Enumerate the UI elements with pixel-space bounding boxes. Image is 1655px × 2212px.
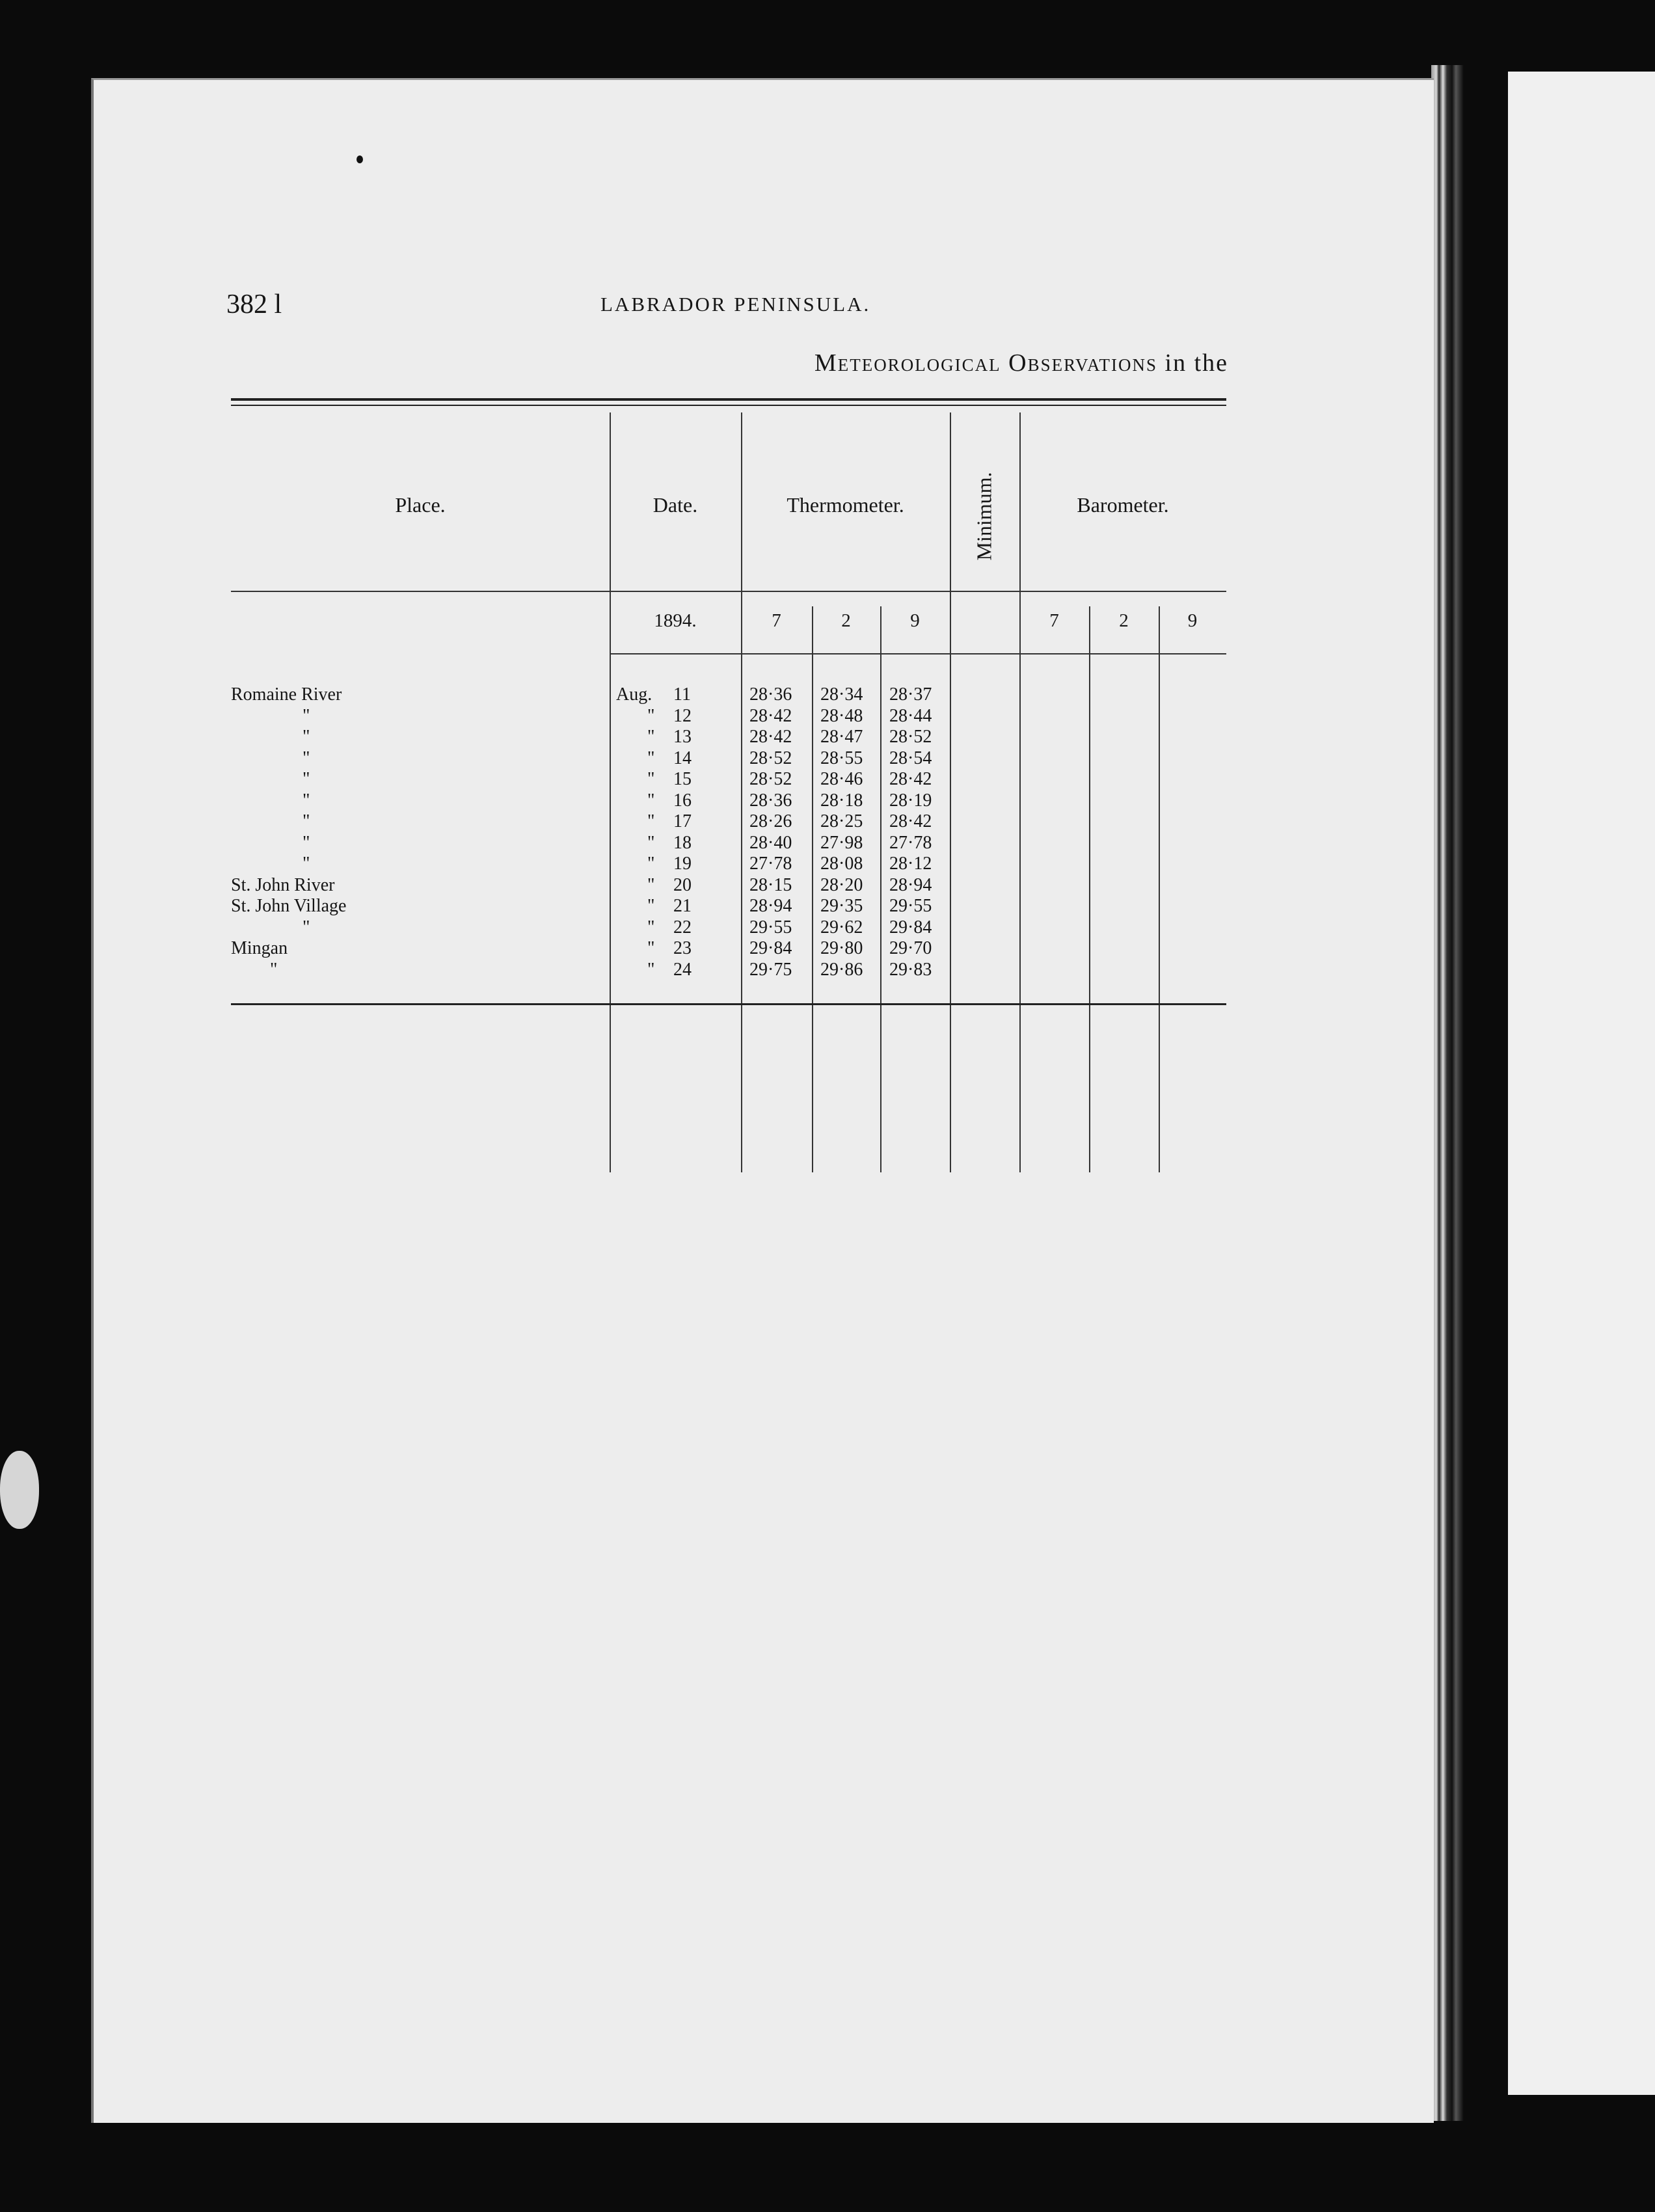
table-row <box>231 748 1226 770</box>
place-cell: " <box>303 727 310 747</box>
place-cell: Mingan <box>231 938 288 958</box>
bottom-rule <box>231 1003 1226 1005</box>
barometer-2-cell: 28·18 <box>820 790 863 811</box>
header-rule <box>231 591 1226 592</box>
day-cell: 12 <box>673 705 692 726</box>
table-row <box>231 684 1226 706</box>
place-cell: Romaine River <box>231 684 342 705</box>
day-cell: 23 <box>673 938 692 958</box>
barometer-hour-2: 2 <box>1119 610 1129 631</box>
place-cell: " <box>303 748 310 768</box>
year-subheader: 1894. <box>654 610 697 631</box>
barometer-7-cell: 28·42 <box>749 727 792 747</box>
place-cell: " <box>303 854 310 874</box>
month-cell: " <box>647 854 655 874</box>
place-cell: St. John River <box>231 874 335 895</box>
barometer-7-cell: 28·15 <box>749 874 792 895</box>
barometer-2-cell: 28·20 <box>820 874 863 895</box>
barometer-9-cell: 28·44 <box>889 705 932 726</box>
barometer-7-cell: 28·36 <box>749 684 792 705</box>
month-cell: " <box>647 959 655 980</box>
barometer-header: Barometer. <box>1077 493 1169 517</box>
barometer-7-cell: 28·52 <box>749 769 792 789</box>
barometer-9-cell: 28·94 <box>889 874 932 895</box>
thermometer-header: Thermometer. <box>787 493 904 517</box>
barometer-2-cell: 28·08 <box>820 854 863 874</box>
barometer-2-cell: 28·47 <box>820 727 863 747</box>
day-cell: 22 <box>673 917 692 937</box>
table-row <box>231 811 1226 833</box>
barometer-9-cell: 28·19 <box>889 790 932 811</box>
barometer-7-cell: 28·42 <box>749 705 792 726</box>
top-rule <box>231 398 1226 401</box>
month-cell: " <box>647 832 655 853</box>
barometer-9-cell: 28·42 <box>889 811 932 831</box>
barometer-7-cell: 27·78 <box>749 854 792 874</box>
day-cell: 15 <box>673 769 692 789</box>
month-cell: " <box>647 938 655 958</box>
barometer-7-cell: 28·40 <box>749 832 792 853</box>
table-row <box>231 833 1226 854</box>
month-cell: " <box>647 705 655 726</box>
barometer-2-cell: 28·48 <box>820 705 863 726</box>
page-header <box>226 289 1228 328</box>
month-cell: " <box>647 727 655 747</box>
table-row <box>231 896 1226 917</box>
day-cell: 16 <box>673 790 692 811</box>
month-cell: " <box>647 790 655 811</box>
barometer-9-cell: 28·52 <box>889 727 932 747</box>
place-cell: " <box>303 832 310 853</box>
barometer-7-cell: 28·94 <box>749 896 792 916</box>
day-cell: 21 <box>673 896 692 916</box>
table-row <box>231 854 1226 875</box>
barometer-9-cell: 28·54 <box>889 748 932 768</box>
place-cell: " <box>303 769 310 789</box>
book-binding <box>1431 65 1464 2121</box>
meteorological-table <box>231 398 1226 1010</box>
day-cell: 17 <box>673 811 692 831</box>
table-row <box>231 790 1226 812</box>
ink-speck <box>357 155 363 163</box>
page-number: 382 l <box>226 290 282 319</box>
month-cell: " <box>647 748 655 768</box>
day-cell: 13 <box>673 727 692 747</box>
table-row <box>231 917 1226 939</box>
barometer-9-cell: 29·84 <box>889 917 932 937</box>
barometer-9-cell: 29·55 <box>889 896 932 916</box>
month-cell: " <box>647 874 655 895</box>
barometer-7-cell: 28·36 <box>749 790 792 811</box>
table-row <box>231 727 1226 748</box>
barometer-2-cell: 29·35 <box>820 896 863 916</box>
book-page <box>91 78 1434 2123</box>
month-cell: " <box>647 896 655 916</box>
adjacent-page <box>1508 72 1655 2095</box>
barometer-7-cell: 29·84 <box>749 938 792 958</box>
day-cell: 19 <box>673 854 692 874</box>
barometer-9-cell: 28·12 <box>889 854 932 874</box>
barometer-2-cell: 28·46 <box>820 769 863 789</box>
barometer-2-cell: 29·86 <box>820 959 863 980</box>
section-caption-tail: in the <box>1157 349 1228 377</box>
place-header: Place. <box>395 493 446 517</box>
paper-blot <box>0 1451 39 1529</box>
barometer-2-cell: 29·62 <box>820 917 863 937</box>
barometer-2-cell: 29·80 <box>820 938 863 958</box>
barometer-2-cell: 28·55 <box>820 748 863 768</box>
section-caption <box>814 349 1228 377</box>
place-cell: " <box>303 705 310 726</box>
table-row <box>231 960 1226 981</box>
barometer-hour-9: 9 <box>1187 610 1198 631</box>
barometer-hour-7: 7 <box>1049 610 1059 631</box>
table-row <box>231 706 1226 727</box>
table-row <box>231 769 1226 790</box>
running-title: LABRADOR PENINSULA. <box>600 293 871 316</box>
barometer-7-cell: 29·75 <box>749 959 792 980</box>
place-cell: St. John Village <box>231 896 347 916</box>
barometer-9-cell: 29·83 <box>889 959 932 980</box>
table-row <box>231 875 1226 897</box>
day-cell: 24 <box>673 959 692 980</box>
month-cell: " <box>647 811 655 831</box>
barometer-9-cell: 27·78 <box>889 832 932 853</box>
place-cell: " <box>303 917 310 937</box>
barometer-9-cell: 28·37 <box>889 684 932 705</box>
thermometer-hour-9: 9 <box>910 610 920 631</box>
table-body <box>231 684 1226 980</box>
barometer-7-cell: 28·26 <box>749 811 792 831</box>
barometer-9-cell: 29·70 <box>889 938 932 958</box>
day-cell: 14 <box>673 748 692 768</box>
place-cell: " <box>303 811 310 831</box>
section-caption-text: Meteorological Observations <box>814 349 1158 377</box>
day-cell: 18 <box>673 832 692 853</box>
place-cell: " <box>303 790 310 811</box>
thermometer-hour-2: 2 <box>841 610 851 631</box>
month-cell: Aug. <box>616 684 653 705</box>
barometer-2-cell: 28·34 <box>820 684 863 705</box>
barometer-7-cell: 28·52 <box>749 748 792 768</box>
barometer-7-cell: 29·55 <box>749 917 792 937</box>
table-row <box>231 938 1226 960</box>
subheader-rule <box>610 653 1226 654</box>
month-cell: " <box>647 917 655 937</box>
barometer-2-cell: 27·98 <box>820 832 863 853</box>
top-rule-thin <box>231 405 1226 406</box>
place-cell: " <box>270 959 278 980</box>
barometer-9-cell: 28·42 <box>889 769 932 789</box>
day-cell: 11 <box>673 684 691 705</box>
barometer-2-cell: 28·25 <box>820 811 863 831</box>
minimum-header: Minimum. <box>972 472 996 561</box>
month-cell: " <box>647 769 655 789</box>
thermometer-hour-7: 7 <box>772 610 781 631</box>
day-cell: 20 <box>673 874 692 895</box>
date-header: Date. <box>653 493 698 517</box>
